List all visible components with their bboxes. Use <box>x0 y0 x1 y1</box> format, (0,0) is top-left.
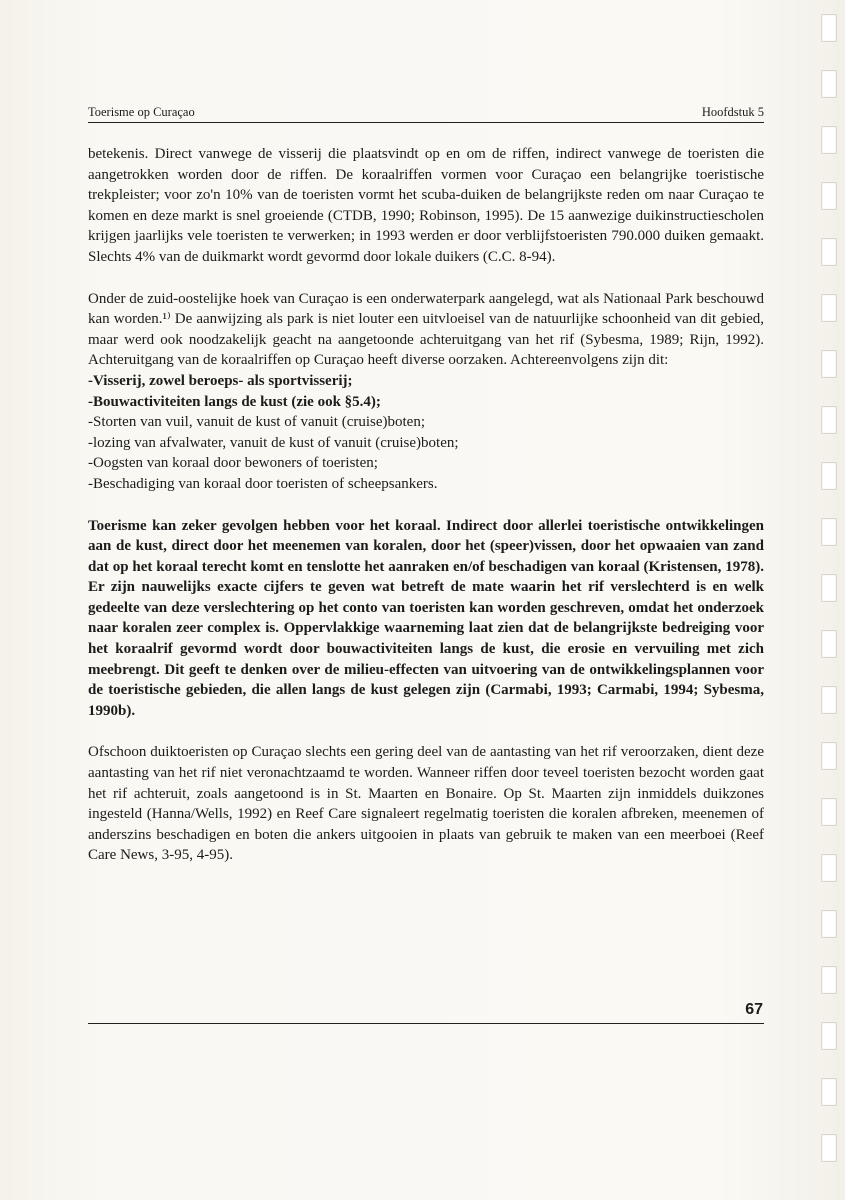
page-number: 67 <box>745 1001 763 1018</box>
binder-tab <box>821 182 837 210</box>
binder-tab <box>821 742 837 770</box>
paragraph: Onder de zuid-oostelijke hoek van Curaçao is een onderwaterpark aangelegd, wat als Nationaal Park beschouwd kan worden.¹⁾ De aanwijzing als park is niet louter een uitvloeisel van de natuurlijke schoonheid van dit gebied, maar werd ook noodzakelijk geacht na aangetoonde achteruitgang van het rif (Sybesma, 1989; Rijn, 1992). Achteruitgang van de koraalriffen op Curaçao heeft diverse oorzaken. Achtereenvolgens zijn dit: <box>88 290 764 369</box>
binder-tab <box>821 686 837 714</box>
binder-tab <box>821 238 837 266</box>
footer-rule <box>88 1023 764 1024</box>
binder-tab <box>821 910 837 938</box>
binder-tab <box>821 630 837 658</box>
list-item: -Oogsten van koraal door bewoners of toeristen; <box>88 455 378 472</box>
causes-list <box>88 371 764 495</box>
body-text <box>88 144 764 887</box>
binder-tab <box>821 518 837 546</box>
binder-tab <box>821 1078 837 1106</box>
binder-tab <box>821 462 837 490</box>
list-item: -lozing van afvalwater, vanuit de kust of vanuit (cruise)boten; <box>88 434 459 451</box>
binder-tab <box>821 1022 837 1050</box>
binder-tab <box>821 966 837 994</box>
binder-tab <box>821 854 837 882</box>
list-item: -Beschadiging van koraal door toeristen of scheepsankers. <box>88 475 438 492</box>
list-item: -Bouwactiviteiten langs de kust (zie ook §5.4); <box>88 393 381 410</box>
list-item: -Storten van vuil, vanuit de kust of vanuit (cruise)boten; <box>88 414 426 431</box>
binder-tab <box>821 126 837 154</box>
paragraph: betekenis. Direct vanwege de visserij die plaatsvindt op en om de riffen, indirect vanwege de toeristen die aangetrokken worden door de riffen. De koraalriffen vormen voor Curaçao een belangrijke toeristische trekpleister; voor zo'n 10% van de toeristen vormt het scuba-duiken de belangrijkste reden om naar Curaçao te komen en deze markt is snel groeiende (CTDB, 1990; Robinson, 1995). De 15 aanwezige duikinstructiescholen krijgen jaarlijks vele toeristen te verwerken; in 1993 werden er door verblijfstoeristen 790.000 duiken gemaakt. Slechts 4% van de duikmarkt wordt gevormd door lokale duikers (C.C. 8-94). <box>88 146 764 265</box>
list-item: -Visserij, zowel beroeps- als sportvisserij; <box>88 372 353 389</box>
binder-tab <box>821 1134 837 1162</box>
header-book-title: Toerisme op Curaçao <box>88 105 195 119</box>
binder-tab <box>821 574 837 602</box>
paragraph: Toerisme kan zeker gevolgen hebben voor het koraal. Indirect door allerlei toeristische ontwikkelingen aan de kust, direct door het meenemen van koralen, door het (speer)vissen, door het opwaaien van zand dat op het koraal terecht komt en tenslotte het aanraken en/of beschadigen van koraal (Kristensen, 1978). Er zijn nauwelijks exacte cijfers te geven wat betreft de mate waarin het rif verslechterd is en welk gedeelte van deze verslechtering op het conto van toeristen kan worden geschreven, omdat het onderzoek naar koralen zeer complex is. Oppervlakkige waarneming laat zien dat de belangrijkste bedreiging voor het koraalrif gevormd wordt door bouwactiviteiten langs de kust, die erosie en vervuiling met zich meebrengt. Dit geeft te denken over de milieu-effecten van uitvoering van de ontwikkelingsplannen voor de toeristische gebieden, die allen langs de kust gelegen zijn (Carmabi, 1993; Carmabi, 1994; Sybesma, 1990b). <box>88 517 764 719</box>
header-chapter: Hoofdstuk 5 <box>701 105 764 119</box>
binder-tab <box>821 350 837 378</box>
binder-tab <box>821 70 837 98</box>
running-header <box>88 104 764 123</box>
binder-tab <box>821 406 837 434</box>
paragraph: Ofschoon duiktoeristen op Curaçao slechts een gering deel van de aantasting van het rif veroorzaken, dient deze aantasting van het rif niet veronachtzaamd te worden. Wanneer riffen door teveel toeristen bezocht worden gaat het rif achteruit, zoals aangetoond is in St. Maarten en Bonaire. Op St. Maarten zijn inmiddels duikzones ingesteld (Hanna/Wells, 1992) en Reef Care signaleert regelmatig toeristen die koralen afbreken, meenemen of anderszins beschadigen en boten die ankers uitgooien in plaats van gebruik te maken van een meerboei (Reef Care News, 3-95, 4-95). <box>88 744 764 864</box>
binder-tab <box>821 294 837 322</box>
binder-tab <box>821 798 837 826</box>
binder-tab <box>821 14 837 42</box>
